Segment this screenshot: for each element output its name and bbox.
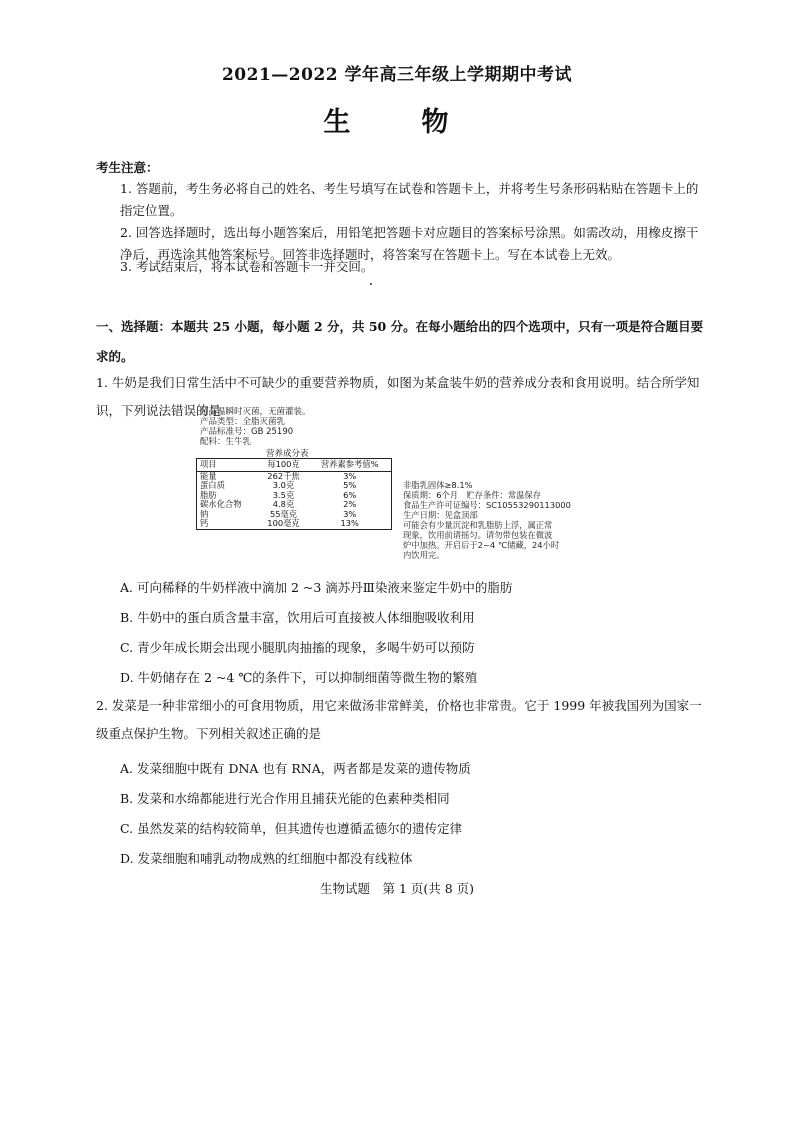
question-1-option-c: C. 青少年成长期会出现小腿肌肉抽搐的现象，多喝牛奶可以预防 xyxy=(120,640,475,655)
table-cell: 钙 xyxy=(200,518,209,528)
table-cell: 4.8克 xyxy=(272,499,295,509)
question-1-option-a: A. 可向稀释的牛奶样液中滴加 2 ~3 滴苏丹Ⅲ染液来鉴定牛奶中的脂肪 xyxy=(120,580,513,595)
figure-right-text xyxy=(403,480,598,560)
figure-line: 炉中加热。开启后于2~4 ℃储藏，24小时 xyxy=(403,540,560,550)
question-2-option-d: D. 发菜细胞和哺乳动物成熟的红细胞中都没有线粒体 xyxy=(120,851,413,866)
page-footer: 生物试题 第 1 页(共 8 页) xyxy=(319,881,475,896)
figure-line: 保质期：6个月 贮存条件：常温保存 xyxy=(403,490,542,500)
question-1-option-b: B. 牛奶中的蛋白质含量丰富，饮用后可直接被人体细胞吸收利用 xyxy=(120,610,475,625)
table-cell: 6% xyxy=(343,489,357,500)
table-row xyxy=(197,519,392,529)
table-cell: 262千焦 xyxy=(267,470,300,481)
table-cell: 3.5克 xyxy=(272,489,295,500)
question-2-option-b: B. 发菜和水绵都能进行光合作用且捕获光能的色素种类相同 xyxy=(120,791,450,806)
notice-item-1: 1. 答题前，考生务必将自己的姓名、考生号填写在试卷和答题卡上，并将考生号条形码粘贴在答题卡上的指定位置。 xyxy=(120,181,699,218)
table-row xyxy=(197,471,392,481)
table-cell: 蛋白质 xyxy=(200,480,225,490)
column-header: 每100克 xyxy=(259,459,309,472)
figure-line: 食品生产许可证编号：SC10553290113000 xyxy=(403,500,571,510)
table-cell: 100毫克 xyxy=(267,518,300,528)
question-1-option-d: D. 牛奶储存在 2 ~4 ℃的条件下，可以抑制细菌等微生物的繁殖 xyxy=(120,670,478,685)
table-cell: 2% xyxy=(343,499,357,509)
question-2-stem: 2. 发菜是一种非常细小的可食用物质，用它来做汤非常鲜美，价格也非常贵。它于 1999 年被我国列为国家一级重点保护生物。下列相关叙述正确的是 xyxy=(96,698,702,741)
table-cell: 脂肪 xyxy=(200,489,217,500)
column-header: 项目 xyxy=(197,459,259,472)
notice-item-2: 2. 回答选择题时，选出每小题答案后，用铅笔把答题卡对应题目的答案标号涂黑。如需改动，用橡皮擦干净后，再选涂其他答案标号。回答非选择题时，将答案写在答题卡上。写在本试卷上无效。 xyxy=(120,225,699,262)
nutrition-table-title: 营养成分表 xyxy=(266,449,309,459)
milk-nutrition-figure xyxy=(196,405,596,560)
table-cell: 钠 xyxy=(200,508,209,519)
question-2-option-a: A. 发菜细胞中既有 DNA 也有 RNA，两者都是发菜的遗传物质 xyxy=(120,761,471,776)
table-cell: 3% xyxy=(343,508,357,519)
figure-line: 超高温瞬时灭菌，无菌灌装。 xyxy=(200,407,311,417)
figure-line: 非脂乳固体≥8.1% xyxy=(403,480,473,490)
figure-line: 内饮用完。 xyxy=(403,550,445,560)
table-cell: 3.0克 xyxy=(272,480,295,490)
figure-line: 生产日期：见盒顶部 xyxy=(403,510,478,520)
subject-title: 生 物 xyxy=(323,107,471,138)
table-cell: 13% xyxy=(340,518,359,528)
table-cell: 能量 xyxy=(200,470,217,481)
figure-line: 产品类型：全脂灭菌乳 xyxy=(200,417,286,427)
table-cell: 碳水化合物 xyxy=(200,499,242,509)
question-2-option-c: C. 虽然发菜的结构较简单，但其遗传也遵循孟德尔的遗传定律 xyxy=(120,821,463,836)
exam-title: 2021—2022 学年高三年级上学期期中考试 xyxy=(221,65,573,85)
table-cell: 55毫克 xyxy=(269,508,298,519)
section-heading: 一、选择题：本题共 25 小题，每小题 2 分，共 50 分。在每小题给出的四个选项中，只有一项是符合题目要求的。 xyxy=(96,319,704,364)
table-cell: 3% xyxy=(343,470,357,481)
stray-dot xyxy=(370,283,372,285)
figure-line: 现象，饮用前请摇匀。请勿带包装在微波 xyxy=(403,530,553,540)
figure-line: 配料：生牛乳 xyxy=(200,437,252,447)
figure-line: 可能会有少量沉淀和乳脂肪上浮，属正常 xyxy=(403,520,553,530)
nutrition-table xyxy=(196,458,392,530)
figure-line: 产品标准号：GB 25190 xyxy=(200,427,294,437)
question-1-stem: 1. 牛奶是我们日常生活中不可缺少的重要营养物质，如图为某盒装牛奶的营养成分表和食用说明。结合所学知识，下列说法错误的是 xyxy=(96,375,700,418)
column-header: 营养素参考值% xyxy=(308,459,391,472)
table-row xyxy=(197,481,392,491)
table-cell: 5% xyxy=(343,480,357,490)
notice-heading: 考生注意： xyxy=(96,160,159,175)
notice-item-3: 3. 考试结束后，将本试卷和答题卡一并交回。 xyxy=(120,259,374,274)
